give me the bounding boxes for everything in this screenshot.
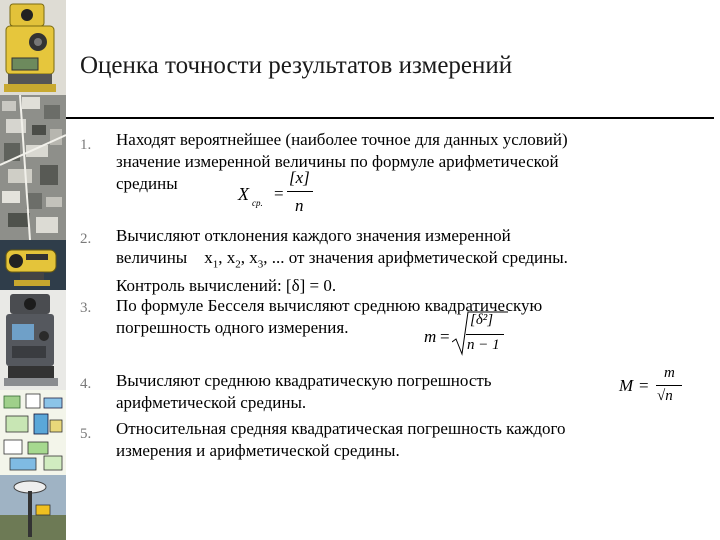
- item-1-line-3: средины: [116, 174, 178, 193]
- mean-error-lhs: M: [619, 376, 634, 395]
- item-5-line-2: измерения и арифметической средины.: [116, 441, 400, 460]
- item-number-5: 5.: [80, 426, 92, 442]
- formula-lhs: X: [238, 184, 249, 204]
- item-number-4: 4.: [80, 376, 92, 392]
- item-number-1: 1.: [80, 137, 92, 153]
- item-3-line-2: погрешность одного измерения.: [116, 318, 349, 337]
- item-2-line-2: величины $x_1$, $x_2$, $x_3$, ... от значения арифметической средины.: [116, 248, 568, 271]
- title-divider: [66, 117, 714, 119]
- item-number-3: 3.: [80, 300, 92, 316]
- list-item-4: [116, 370, 676, 414]
- mean-error-fraction-bar: [656, 385, 682, 386]
- mean-error-numerator: m: [664, 365, 675, 381]
- slide-title: Оценка точности результатов измерений: [80, 52, 513, 79]
- list-item-5: [116, 418, 676, 462]
- list-item-2: [116, 225, 676, 297]
- list-item-1: [116, 129, 676, 195]
- bessel-fraction-bar: [466, 334, 504, 335]
- level-instrument-photo: [0, 240, 66, 290]
- formula-denominator: n: [295, 196, 304, 215]
- item-3-line-1: По формуле Бесселя вычисляют среднюю квадратическую: [116, 296, 543, 315]
- item-2-line-2-head: величины: [116, 248, 188, 267]
- bessel-denominator: n − 1: [467, 337, 500, 353]
- item-2-line-3: Контроль вычислений: [δ] = 0.: [116, 276, 337, 296]
- aerial-city-photo: [0, 95, 66, 240]
- total-station-photo: [0, 0, 66, 95]
- item-4-line-2: арифметической средины.: [116, 393, 307, 412]
- item-2-line-2-tail: от значения арифметической средины.: [288, 248, 568, 267]
- formula-lhs-sub: ср.: [252, 198, 263, 208]
- item-5-line-1: Относительная средняя квадратическая погрешность каждого: [116, 419, 566, 438]
- item-2-line-1: Вычисляют отклонения каждого значения измеренной: [116, 226, 511, 245]
- electronic-theodolite-photo: [0, 290, 66, 390]
- formula-numerator: [x]: [289, 168, 310, 187]
- list-item-3: [116, 295, 676, 339]
- mean-error-eq: =: [639, 376, 649, 395]
- item-1-line-1: Находят вероятнейшее (наиболее точное для данных условий): [116, 130, 568, 149]
- image-strip: [0, 0, 66, 540]
- mean-error-denominator: √n: [657, 388, 673, 404]
- item-number-2: 2.: [80, 231, 92, 247]
- cadastral-map-image: [0, 390, 66, 475]
- bessel-numerator: [δ²]: [470, 312, 494, 328]
- bessel-eq: =: [440, 327, 450, 346]
- item-1-line-2: значение измеренной величины по формуле арифметической: [116, 152, 559, 171]
- item-4-line-1: Вычисляют среднюю квадратическую погрешность: [116, 371, 492, 390]
- formula-eq: =: [274, 184, 284, 203]
- fraction-bar: [287, 191, 313, 192]
- gps-receiver-photo: [0, 475, 66, 540]
- bessel-lhs: m: [424, 327, 437, 346]
